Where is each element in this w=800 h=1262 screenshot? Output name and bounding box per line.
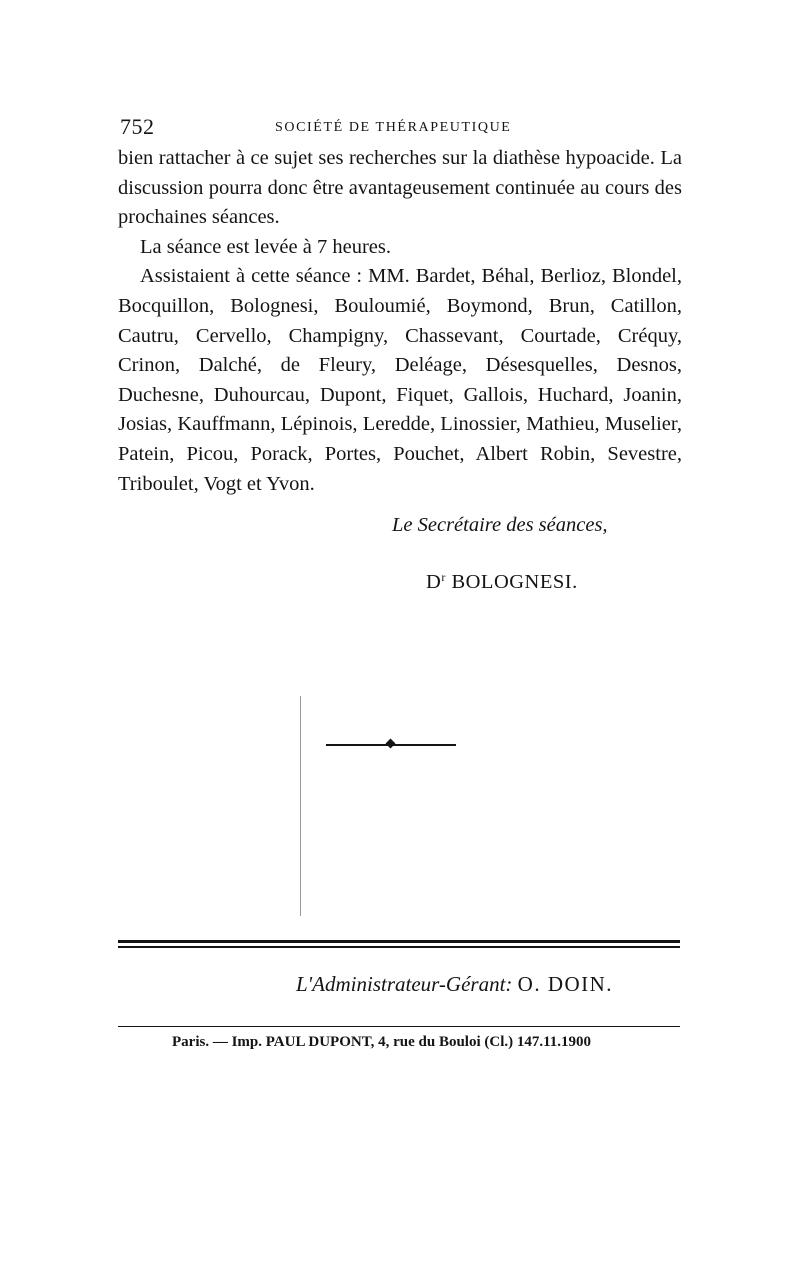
body-text <box>118 144 682 499</box>
double-rule-bottom <box>118 946 680 948</box>
paragraph-continuation: bien rattacher à ce sujet ses recherches sur la diathèse hypoacide. La discussion pourra donc être avantageusement continuée au cours des prochaines séances. <box>118 147 682 229</box>
page-number: 752 <box>120 114 155 139</box>
running-head: SOCIÉTÉ DE THÉRAPEUTIQUE <box>275 120 512 135</box>
administrator-line <box>296 972 613 997</box>
page-header <box>120 114 680 142</box>
administrator-role: L'Administrateur-Gérant: <box>296 972 513 996</box>
printer-imprint: Paris. — Imp. PAUL DUPONT, 4, rue du Bouloi (Cl.) 147.11.1900 <box>172 1034 592 1050</box>
bottom-rule <box>118 1026 680 1027</box>
paragraph-adjournment: La séance est levée à 7 heures. <box>140 235 391 258</box>
bleed-through-line <box>300 696 301 916</box>
signature-title-suffix: r <box>441 570 446 584</box>
signature-name <box>426 570 578 594</box>
signature-title: D <box>426 571 442 593</box>
administrator-name: O. DOIN. <box>517 972 614 996</box>
signature-role: Le Secrétaire des séances, <box>392 514 608 536</box>
signature-surname: BOLOGNESI. <box>451 571 578 593</box>
double-rule-top <box>118 940 680 943</box>
paragraph-attendees: Assistaient à cette séance : MM. Bardet, Béhal, Berlioz, Blondel, Bocquillon, Bolognesi, Bouloumié, Boymond, Brun, Catillon, Cautru, Cervello, Champigny, Chassevant, Courtade, Créquy, Crinon, Dalché, de Fleury, Deléage, Désesquelles, Desnos, Duchesne, Duhourcau, Dupont, Fiquet, Gallois, Huchard, Joanin, Josias, Kauffmann, Lépinois, Leredde, Linossier, Mathieu, Muselier, Patein, Picou, Porack, Portes, Pouchet, Albert Robin, Sevestre, Triboulet, Vogt et Yvon. <box>118 265 682 495</box>
ornament-diamond-icon <box>386 739 396 749</box>
